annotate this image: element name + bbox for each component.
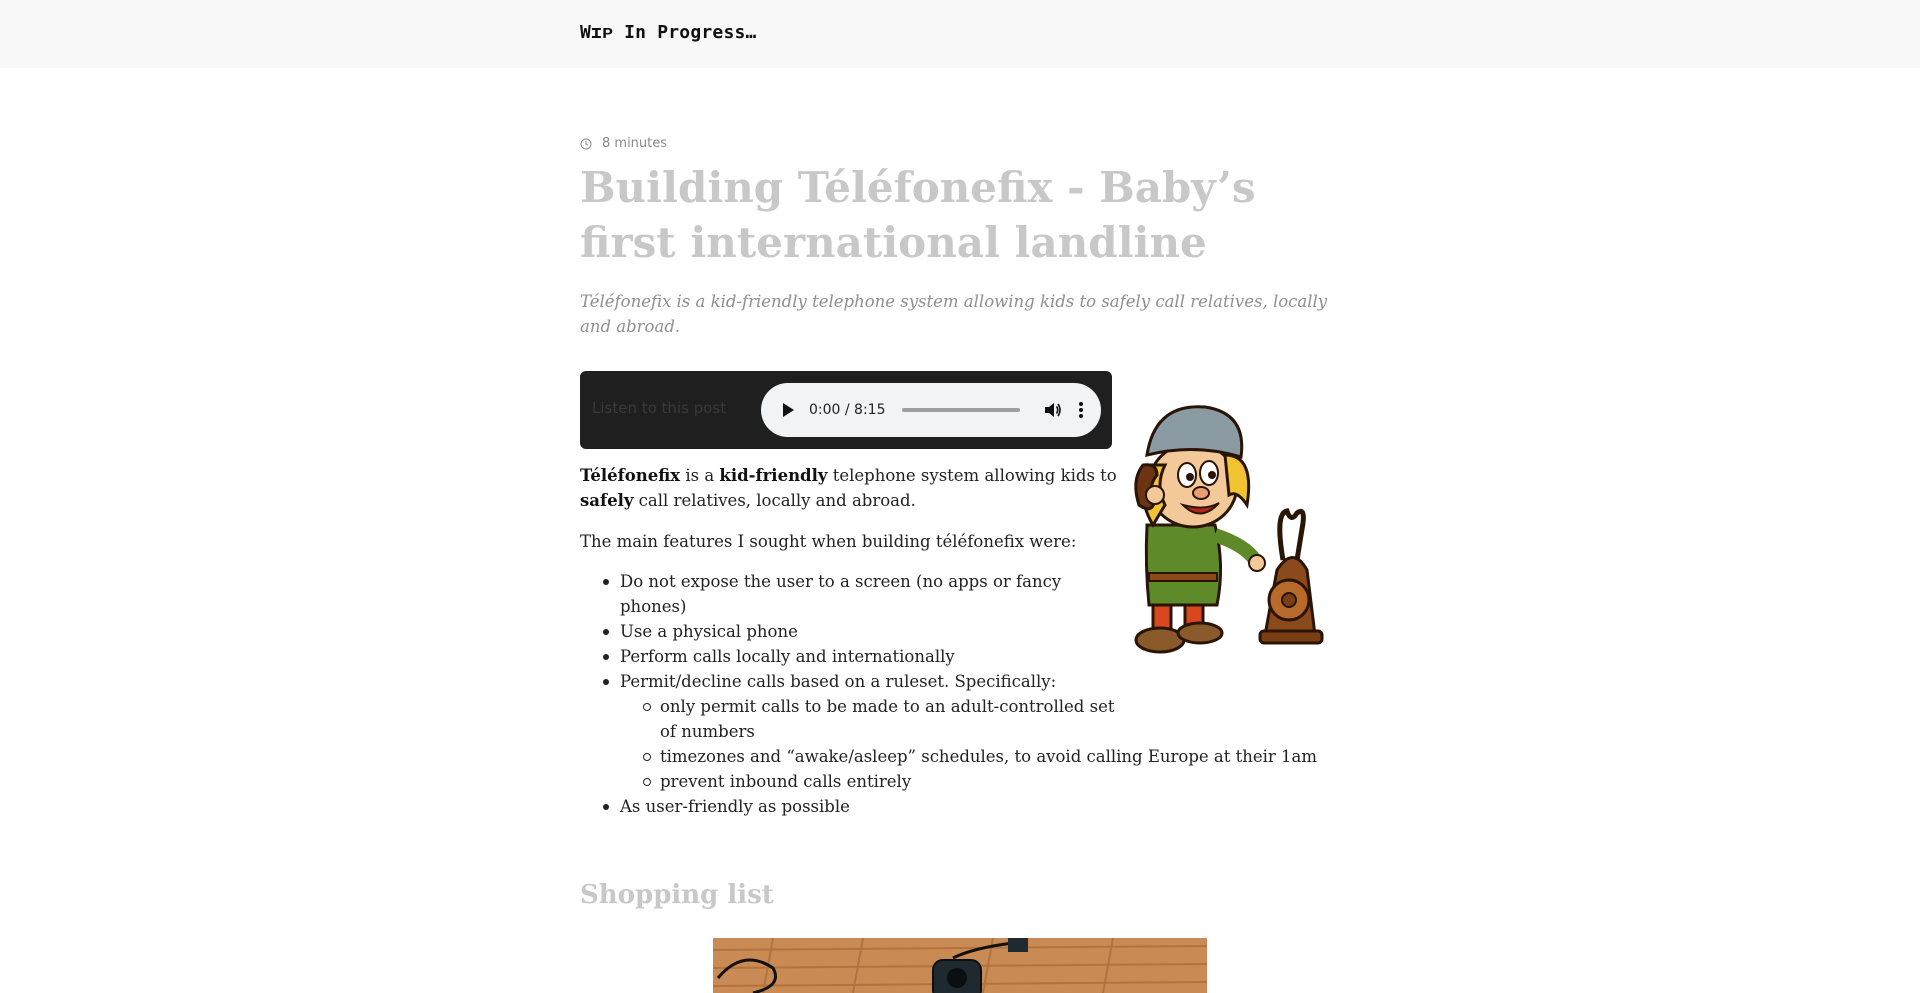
section-heading: Shopping list (580, 880, 774, 910)
features-list (580, 569, 1340, 819)
sub-list-item (620, 744, 1340, 769)
audio-progress-bar[interactable] (902, 408, 1020, 412)
audio-player[interactable] (761, 383, 1101, 437)
reading-time (580, 136, 667, 151)
clock-icon (580, 138, 592, 150)
subfeature-text: timezones and “awake/asleep” schedules, to avoid calling Europe at their 1am (660, 747, 1318, 766)
sub-list (620, 694, 1340, 794)
features-intro: The main features I sought when building téléfonefix were: (580, 532, 1077, 551)
list-item (580, 619, 1340, 644)
kid-friendly-emphasis: kid-friendly (719, 466, 828, 485)
list-item (580, 794, 1340, 819)
intro-paragraph (580, 463, 1120, 513)
post-title: Building Téléfonefix - Baby’s first international landline (580, 163, 1256, 267)
post-subtitle: Téléfonefix is a kid-friendly telephone system allowing kids to safely call relatives, locally and abroad. (580, 292, 1328, 336)
play-icon[interactable] (781, 402, 795, 418)
list-item (580, 669, 1340, 794)
sub-list-item (620, 769, 1340, 794)
feature-text: Permit/decline calls based on a ruleset. Specifically: (620, 672, 1057, 691)
feature-text: As user-friendly as possible (620, 797, 850, 816)
feature-text: Use a physical phone (620, 622, 798, 641)
list-item (580, 569, 1340, 619)
safely-emphasis: safely (580, 491, 634, 510)
reading-time-label: 8 minutes (602, 136, 668, 151)
sub-list-item (620, 694, 1340, 744)
audio-time: 0:00 / 8:15 (809, 402, 886, 418)
audio-player-container (580, 371, 1112, 449)
intro-text-3: call relatives, locally and abroad. (633, 491, 916, 510)
brand-name: Téléfonefix (580, 466, 681, 485)
shopping-list-photo (713, 938, 1207, 993)
subfeature-text: prevent inbound calls entirely (660, 772, 912, 791)
site-header (0, 0, 1920, 68)
intro-text-2: telephone system allowing kids to (827, 466, 1117, 485)
intro-text-1: is a (680, 466, 720, 485)
feature-text: Perform calls locally and internationally (620, 647, 955, 666)
feature-text: Do not expose the user to a screen (no apps or fancy phones) (620, 572, 1062, 616)
subfeature-text: only permit calls to be made to an adult-controlled set of numbers (660, 697, 1115, 741)
volume-icon[interactable] (1044, 401, 1062, 419)
list-item (580, 644, 1340, 669)
more-vertical-icon[interactable] (1078, 401, 1084, 419)
site-title-link[interactable]: Wɪᴘ In Progress… (580, 22, 757, 43)
audio-label: Listen to this post (592, 399, 727, 417)
